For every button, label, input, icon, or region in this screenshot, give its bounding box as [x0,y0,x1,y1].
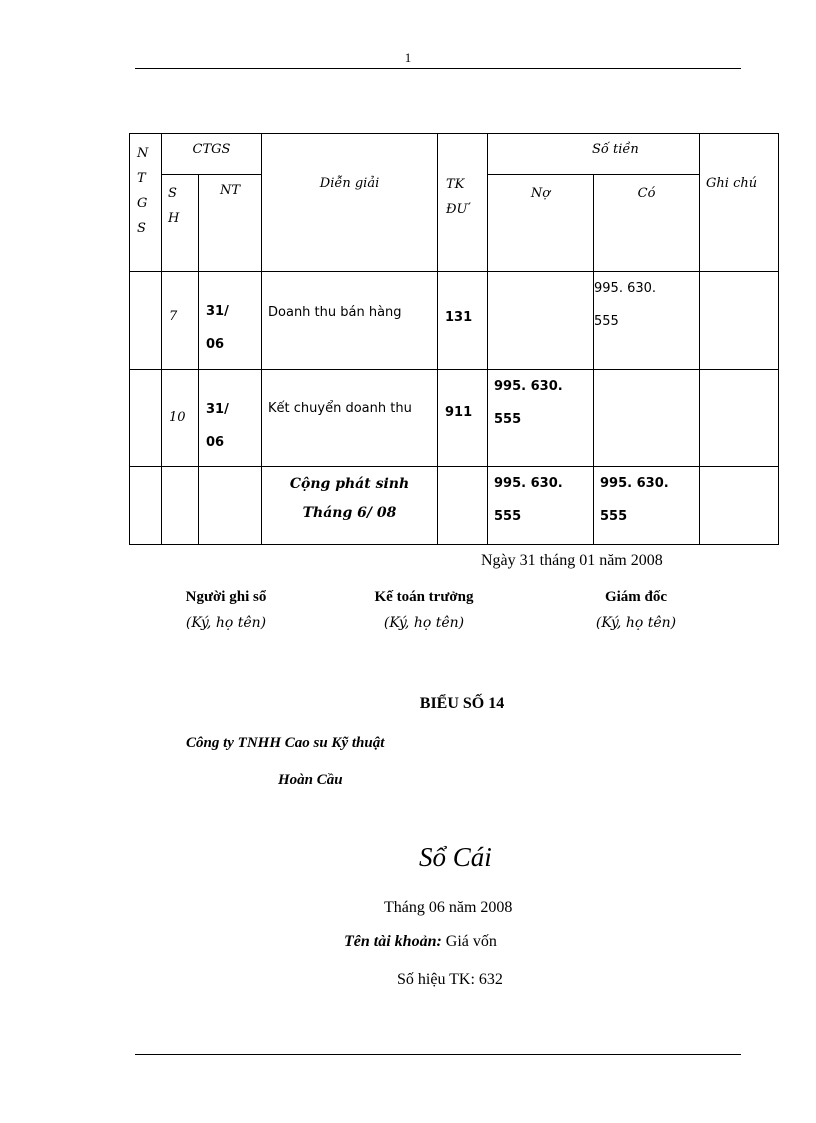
company-name-line-1: Công ty TNHH Cao su Kỹ thuật [186,735,385,751]
cell-nt-line: 31/ [206,304,229,320]
account-name-line [344,933,497,951]
footer-rule [135,1054,741,1055]
header-dien-giai: Diễn giải [262,134,438,272]
header-ntgs-char: G [137,196,148,211]
page-number: 1 [404,50,412,65]
total-label-line: Cộng phát sinh [289,475,410,492]
header-ntgs-char: T [137,171,146,186]
cell-co [594,272,700,369]
cell-co [594,369,700,466]
cell-tk [438,466,488,544]
signature-title: Giám đốc [604,589,668,605]
header-co: Có [594,175,700,272]
header-sh-char: H [168,211,180,227]
header-ntgs-char: S [137,221,146,236]
cell-nt [199,272,262,369]
account-name-label: Tên tài khoản: [344,933,442,950]
cell-nt-line: 06 [206,337,225,353]
signature-block [556,589,716,631]
cell-sh: 10 [162,369,199,466]
signature-block [146,589,306,631]
total-row [130,466,779,544]
cell-ntgs [130,369,162,466]
header-nt: NT [199,175,262,272]
cell-nt-line: 31/ [206,401,229,417]
month-line: Tháng 06 năm 2008 [384,899,513,916]
header-sh [162,175,199,272]
cell-total-no [488,466,594,544]
cell-total-co [594,466,700,544]
signature-block [334,589,514,631]
header-no: Nợ [488,175,594,272]
cell-tk: 911 [438,369,488,466]
cell-co-line: 995. 630. [594,281,657,297]
ledger-table [129,133,779,545]
form-number: BIỂU SỐ 14 [419,695,505,712]
header-so-tien: Số tiền [488,134,700,175]
cell-dien-giai: Kết chuyển doanh thu [262,369,438,466]
cell-ghi-chu [700,272,779,369]
cell-no [488,272,594,369]
header-tk-du-line: TK [446,177,465,192]
account-name-value: Giá vốn [445,933,497,950]
total-no-line: 995. 630. [494,475,563,491]
cell-ntgs [130,466,162,544]
signature-note: (Ký, họ tên) [383,615,465,631]
table-row [130,369,779,466]
header-rule [135,68,741,69]
header-row-1 [130,134,779,175]
signature-title: Kế toán trưởng [374,589,474,605]
cell-no-line: 995. 630. [494,378,563,394]
account-number: Số hiệu TK: 632 [397,971,503,988]
cell-nt-line: 06 [206,434,225,450]
company-name-line-2: Hoàn Cầu [278,772,343,788]
header-ctgs: CTGS [162,134,262,175]
header-sh-char: S [168,186,177,202]
total-co-line: 555 [600,508,628,524]
signature-note: (Ký, họ tên) [185,615,267,631]
cell-no-line: 555 [494,411,522,427]
date-line: Ngày 31 tháng 01 năm 2008 [481,552,663,569]
header-tk-du [438,134,488,272]
cell-sh: 7 [162,272,199,369]
total-co-line: 995. 630. [600,475,669,491]
cell-nt [199,369,262,466]
header-tk-du-line: ĐƯ [446,202,468,217]
cell-tk: 131 [438,272,488,369]
cell-ghi-chu [700,466,779,544]
cell-total-label [262,466,438,544]
header-ntgs [130,134,162,272]
header-ntgs-char: N [137,146,149,161]
cell-co-line: 555 [594,314,619,330]
table-row [130,272,779,369]
signature-note: (Ký, họ tên) [595,615,677,631]
signature-title: Người ghi sổ [185,589,267,605]
total-no-line: 555 [494,508,522,524]
cell-no [488,369,594,466]
cell-nt [199,466,262,544]
cell-ghi-chu [700,369,779,466]
cell-ntgs [130,272,162,369]
cell-sh [162,466,199,544]
header-ghi-chu: Ghi chú [700,134,779,272]
ledger-title: Sổ Cái [419,842,492,872]
total-label-line: Tháng 6/ 08 [302,504,397,521]
cell-dien-giai: Doanh thu bán hàng [262,272,438,369]
